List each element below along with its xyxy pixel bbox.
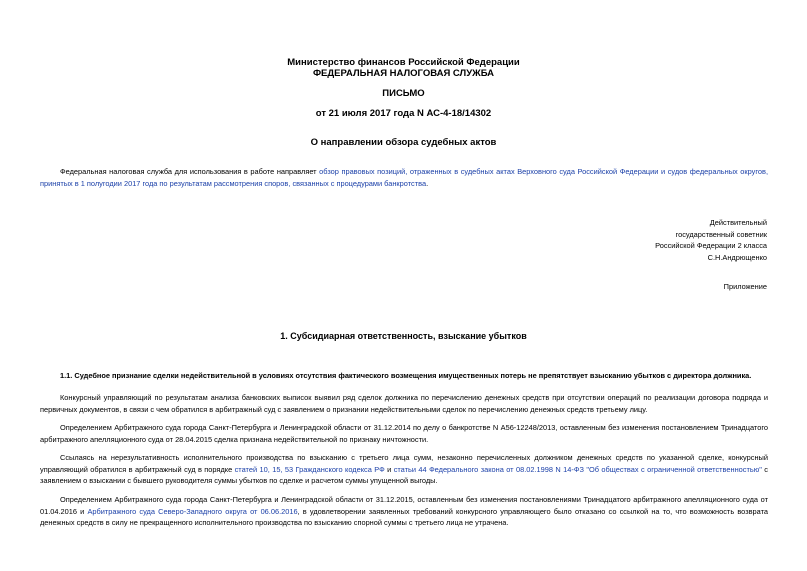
service-name: ФЕДЕРАЛЬНАЯ НАЛОГОВАЯ СЛУЖБА [312,68,495,79]
document-number: от 21 июля 2017 года N АС-4-18/14302 [315,108,492,119]
review-link[interactable]: обзор правовых позиций, отраженных в судебных актах Верховного суда Российской Федерации и судов федеральных округов, принятых в 1 полугодии 2017 года по результатам рассмотрения споров, связанных с процедурами банкротства [40,167,768,188]
document-type: ПИСЬМО [382,88,425,99]
civil-code-link[interactable]: статей 10, 15, 53 Гражданского кодекса РФ [234,464,385,474]
paragraph-4-text-2: , в удовлетворении заявленных требований конкурсного управляющего было отказано со ссылкой на то, что возможность возврата денежных средств в силу не прекращенного исполнительного производства по взысканию спорной суммы с третьего лица не утрачена. [40,506,768,528]
paragraph-2: Определением Арбитражного суда города Санкт-Петербурга и Ленинградской области от 31.12.2014 по делу о банкротстве N А56-12248/2013, оставленным без изменения постановлением Тринадцатого арбитражного апелляционного суда от 28.04.2015 сделка признана недействительной по признаку ничтожности. [40,423,768,444]
intro-text-end: . [426,178,429,188]
ministry-name: Министерство финансов Российской Федерации [287,57,520,68]
section-title: 1. Субсидиарная ответственность, взыскание убытков [280,331,527,341]
paragraph-3 [40,452,768,487]
paragraph-4-text: Определением Арбитражного суда города Санкт-Петербурга и Ленинградской области от 31.12.2015, оставленным без изменения постановлениями Тринадцатого арбитражного апелляционного суда от 01.04.2016 и [40,495,768,516]
signature-name: С.Н.Андрющенко [707,252,767,262]
paragraph-3-text: Ссылаясь на нерезультативность исполнительного производства по взысканию с третьего лица сумм, незаконно перечисленных должником денежных средств по указанной сделке, конкурсный управляющий обратился в арбитражный суд в порядке [40,453,768,474]
paragraph-1: Конкурсный управляющий по результатам анализа банковских выписок выявил ряд сделок должника по перечислению денежных средств при отсутствии операций по реализации договора подряда и первичных документов, в связи с чем обратился в арбитражный суд с заявлением о признании недействительными сделок по перечислению денежных средств третьему лицу. [40,393,768,414]
signature-title-line3: Российской Федерации 2 класса [655,241,767,251]
paragraph-3-text-3: с заявлением о взыскании с бывшего руководителя суммы убытков по сделке и расчетом суммы упущенной выгоды. [40,464,768,486]
court-ruling-link[interactable]: Арбитражного суда Северо-Западного округа от 06.06.2016 [87,506,298,516]
signature-title-line2: государственный советник [675,229,767,239]
signature-title-line1: Действительный [709,218,767,227]
document-subject: О направлении обзора судебных актов [310,137,497,148]
signature-block [655,217,767,263]
intro-paragraph [40,166,768,189]
paragraph-4 [40,494,768,529]
federal-law-link[interactable]: статьи 44 Федерального закона от 08.02.1998 N 14-ФЗ "Об обществах с ограниченной ответственностью" [393,464,762,474]
intro-text: Федеральная налоговая служба для использования в работе направляет [60,167,320,176]
paragraph-3-text-2: и [384,464,394,474]
subsection-title: 1.1. Судебное признание сделки недействительной в условиях отсутствия фактического возмещения имущественных потерь не препятствует взысканию убытков с директора должника. [60,371,752,380]
appendix-label: Приложение [723,282,767,291]
